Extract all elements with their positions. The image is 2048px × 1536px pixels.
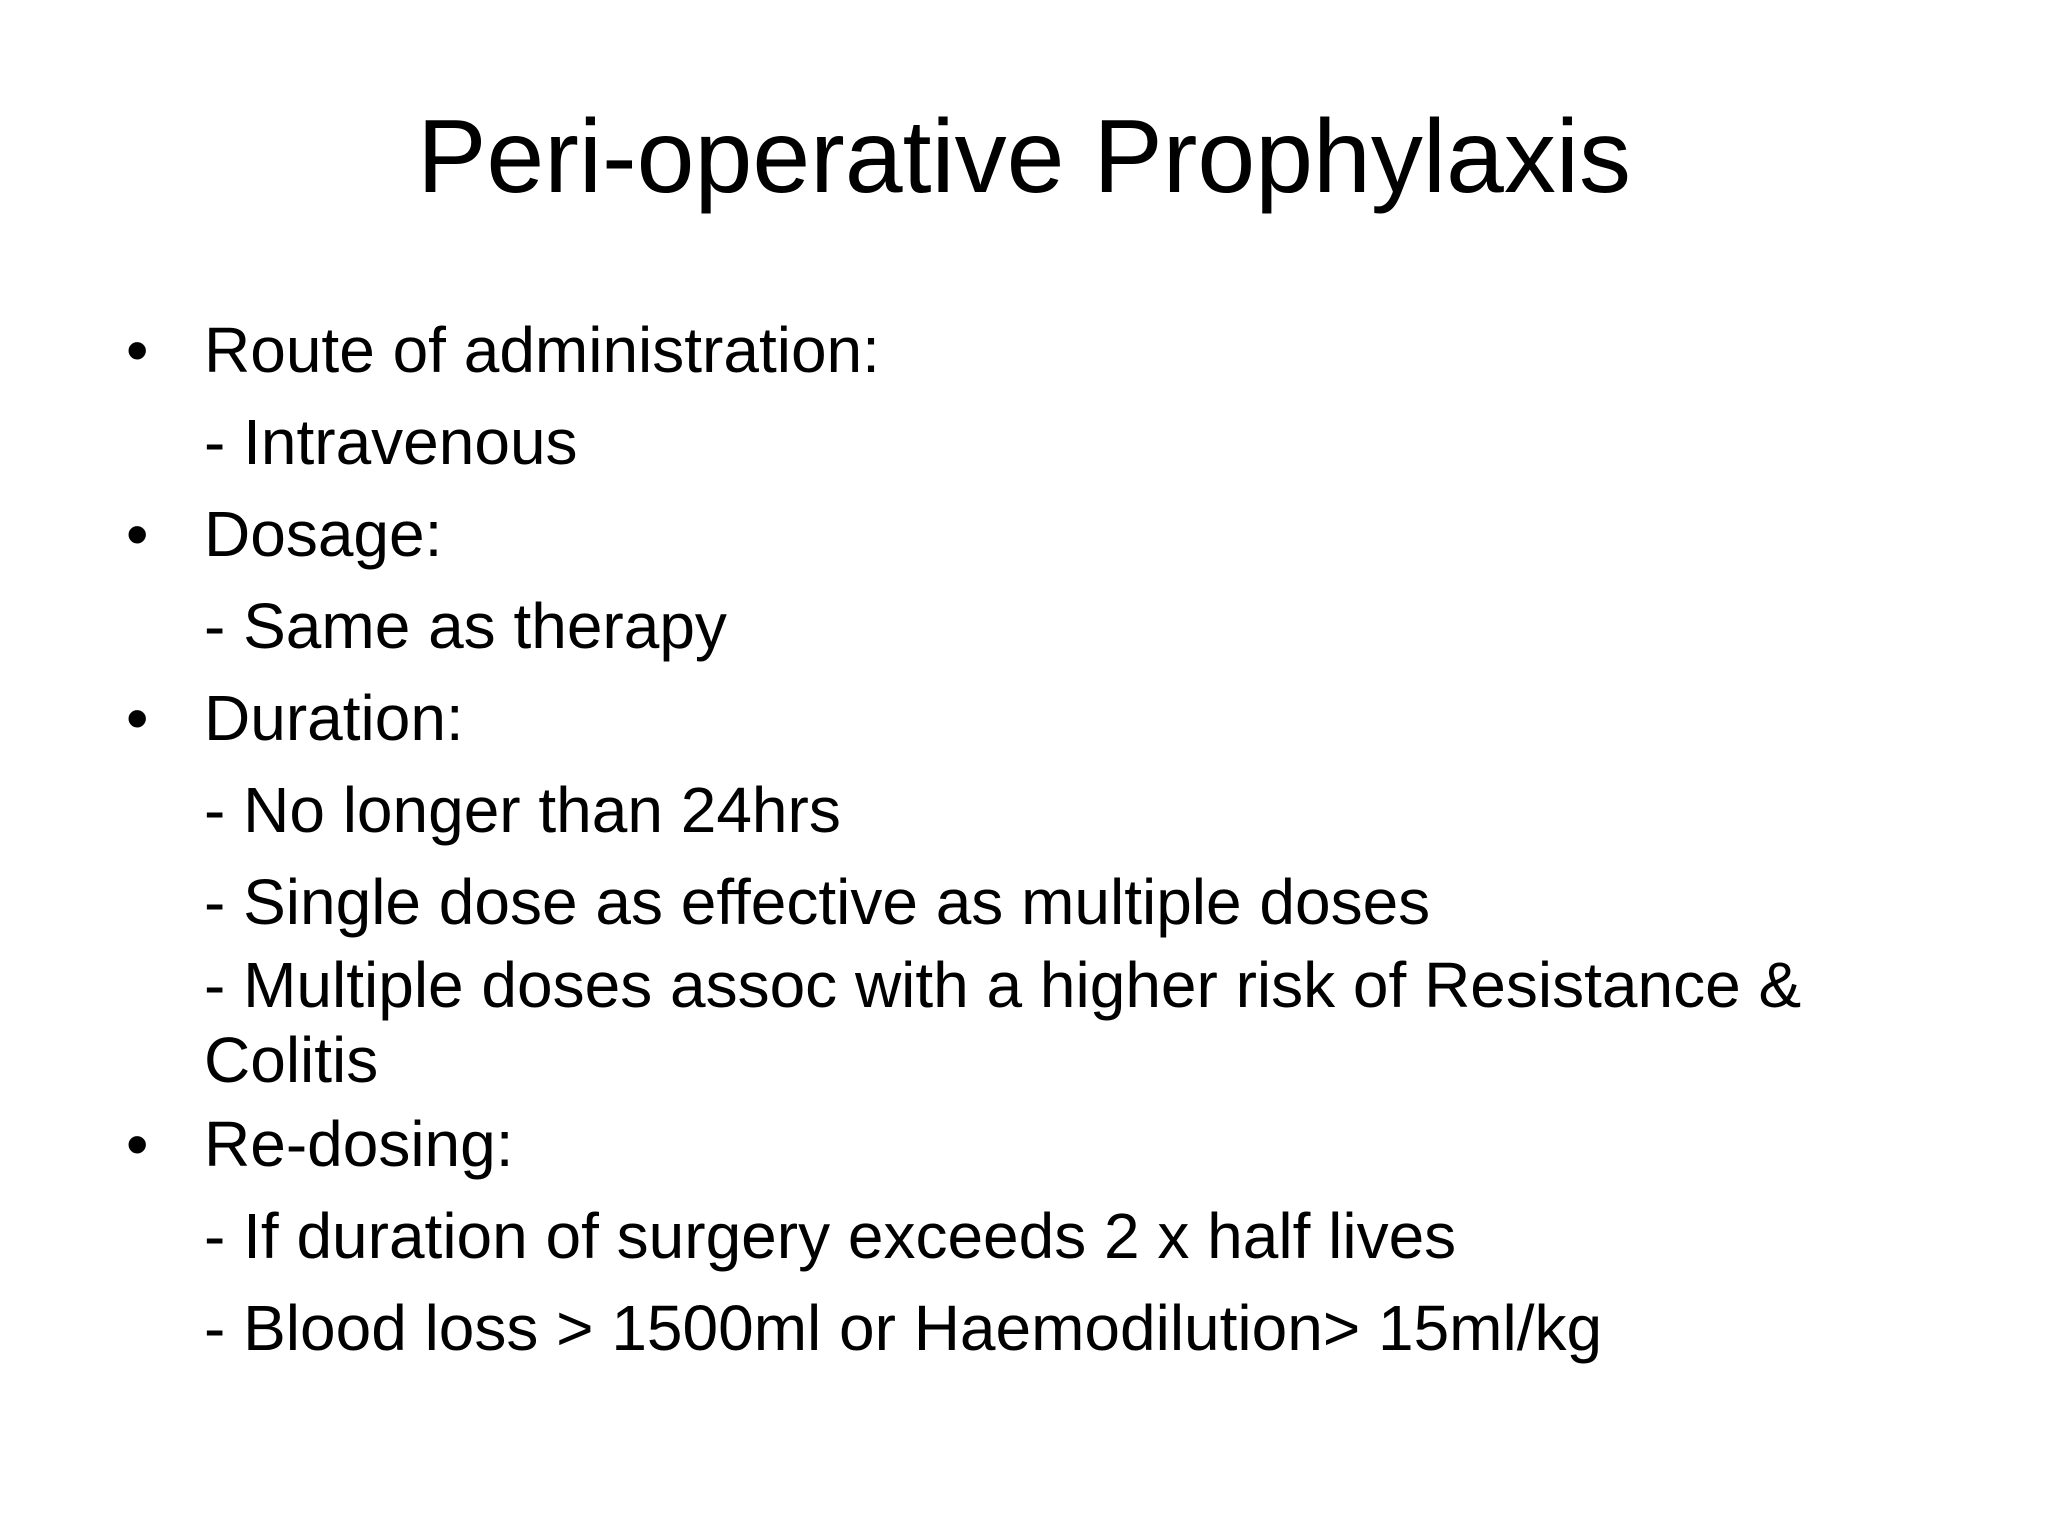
sub-item-text: - Intravenous (204, 406, 578, 478)
bullet-item-redosing (126, 1098, 1946, 1190)
bullet-icon: • (126, 314, 149, 386)
slide-title: Peri-operative Prophylaxis (417, 99, 1631, 215)
slide-content (126, 304, 1946, 1374)
bullet-item-route (126, 304, 1946, 396)
sub-item-text: - If duration of surgery exceeds 2 x half lives (204, 1200, 1457, 1272)
sub-item (126, 764, 1946, 856)
sub-item (126, 948, 1946, 1098)
bullet-heading: Route of administration: (204, 314, 880, 386)
sub-item-text: - Same as therapy (204, 590, 727, 662)
sub-item-text: - Single dose as effective as multiple doses (204, 866, 1431, 938)
bullet-heading: Duration: (204, 682, 464, 754)
sub-item-text: - No longer than 24hrs (204, 774, 841, 846)
sub-item-text: - Blood loss > 1500ml or Haemodilution> 15ml/kg (204, 1292, 1603, 1364)
sub-item (126, 1282, 1946, 1374)
bullet-item-dosage (126, 488, 1946, 580)
sub-item (126, 580, 1946, 672)
bullet-heading: Dosage: (204, 498, 443, 570)
bullet-icon: • (126, 682, 149, 754)
sub-item-text: - Multiple doses assoc with a higher risk of Resistance & Colitis (204, 949, 1802, 1096)
bullet-icon: • (126, 1108, 149, 1180)
bullet-heading: Re-dosing: (204, 1108, 514, 1180)
sub-item (126, 856, 1946, 948)
bullet-item-duration (126, 672, 1946, 764)
sub-item (126, 396, 1946, 488)
sub-item (126, 1190, 1946, 1282)
bullet-icon: • (126, 498, 149, 570)
